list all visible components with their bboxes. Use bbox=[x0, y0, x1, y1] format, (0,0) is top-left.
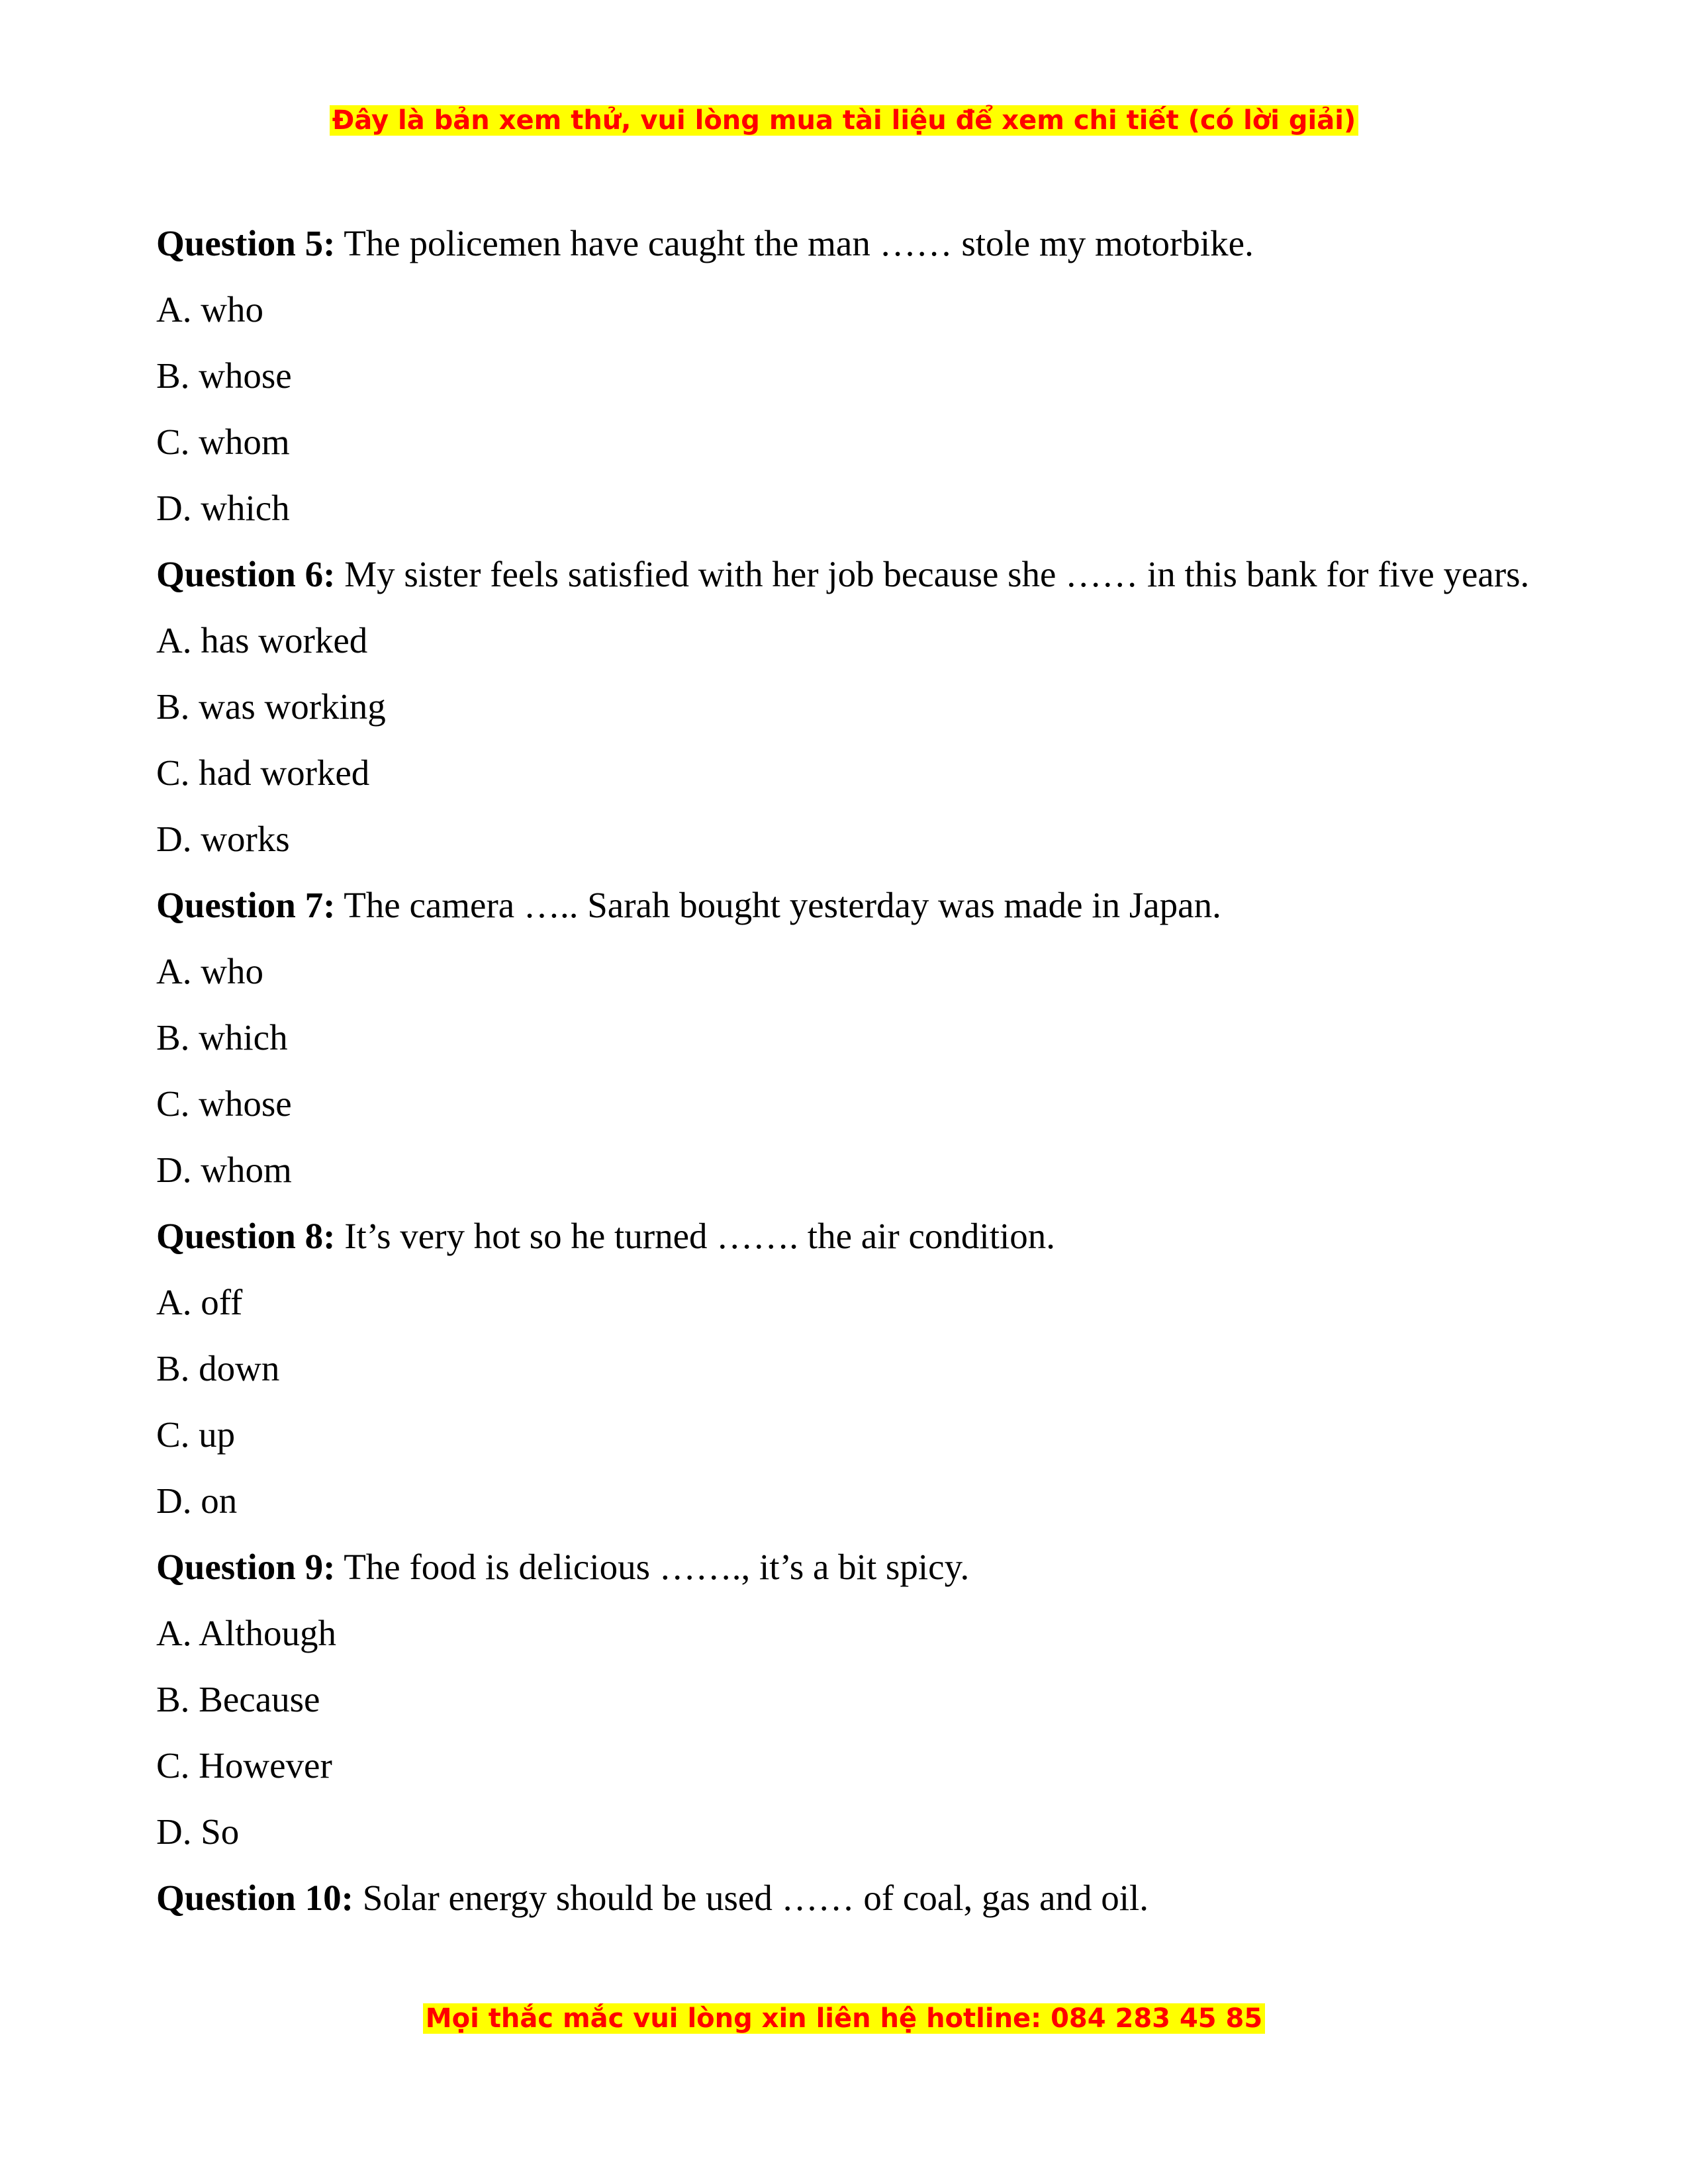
question-label: Question 10: bbox=[156, 1878, 353, 1918]
answer-option: C. up bbox=[156, 1414, 236, 1455]
answer-option: B. which bbox=[156, 1017, 288, 1058]
answer-option: C. However bbox=[156, 1745, 332, 1786]
question-block bbox=[156, 1865, 1540, 1931]
question-block bbox=[156, 872, 1540, 1203]
question-label: Question 8: bbox=[156, 1216, 336, 1256]
answer-option: B. was working bbox=[156, 686, 386, 727]
question-list bbox=[156, 210, 1540, 1931]
question-text: The policemen have caught the man …… stole my motorbike. bbox=[335, 223, 1254, 263]
question-text: Solar energy should be used …… of coal, gas and oil. bbox=[353, 1878, 1149, 1918]
header-notice-text: Đây là bản xem thử, vui lòng mua tài liệu để xem chi tiết (có lời giải) bbox=[330, 105, 1358, 136]
question-stem bbox=[156, 210, 1540, 277]
answer-option: B. Because bbox=[156, 1679, 320, 1719]
question-stem bbox=[156, 541, 1540, 608]
question-stem bbox=[156, 1865, 1540, 1931]
answer-option: D. on bbox=[156, 1480, 238, 1521]
answer-option: D. which bbox=[156, 488, 290, 528]
answer-option: C. had worked bbox=[156, 752, 370, 793]
question-block bbox=[156, 1534, 1540, 1865]
footer-notice-text: Mọi thắc mắc vui lòng xin liên hệ hotline: 084 283 45 85 bbox=[423, 2003, 1265, 2034]
question-label: Question 5: bbox=[156, 223, 336, 263]
answer-option: A. Although bbox=[156, 1613, 336, 1653]
answer-option: A. who bbox=[156, 289, 263, 330]
question-stem bbox=[156, 872, 1540, 938]
answer-option: C. whom bbox=[156, 422, 290, 462]
question-text: The food is delicious ……., it’s a bit spicy. bbox=[335, 1547, 970, 1587]
answer-option: D. whom bbox=[156, 1150, 292, 1190]
question-block bbox=[156, 210, 1540, 541]
footer-notice bbox=[0, 1999, 1688, 2038]
answer-option: C. whose bbox=[156, 1083, 292, 1124]
answer-option: D. So bbox=[156, 1811, 240, 1852]
answer-option: B. down bbox=[156, 1348, 280, 1388]
question-text: The camera ….. Sarah bought yesterday was made in Japan. bbox=[335, 885, 1221, 925]
answer-option: A. has worked bbox=[156, 620, 368, 660]
question-block bbox=[156, 1203, 1540, 1534]
question-label: Question 9: bbox=[156, 1547, 336, 1587]
answer-option: B. whose bbox=[156, 355, 292, 396]
answer-option: A. off bbox=[156, 1282, 243, 1322]
question-label: Question 7: bbox=[156, 885, 336, 925]
question-stem bbox=[156, 1203, 1540, 1269]
answer-option: A. who bbox=[156, 951, 263, 991]
question-label: Question 6: bbox=[156, 554, 336, 594]
answer-option: D. works bbox=[156, 819, 290, 859]
question-text: It’s very hot so he turned ……. the air condition. bbox=[335, 1216, 1056, 1256]
question-block bbox=[156, 541, 1540, 872]
question-text: My sister feels satisfied with her job because she …… in this bank for five years. bbox=[335, 554, 1530, 594]
question-stem bbox=[156, 1534, 1540, 1600]
header-notice bbox=[0, 101, 1688, 140]
